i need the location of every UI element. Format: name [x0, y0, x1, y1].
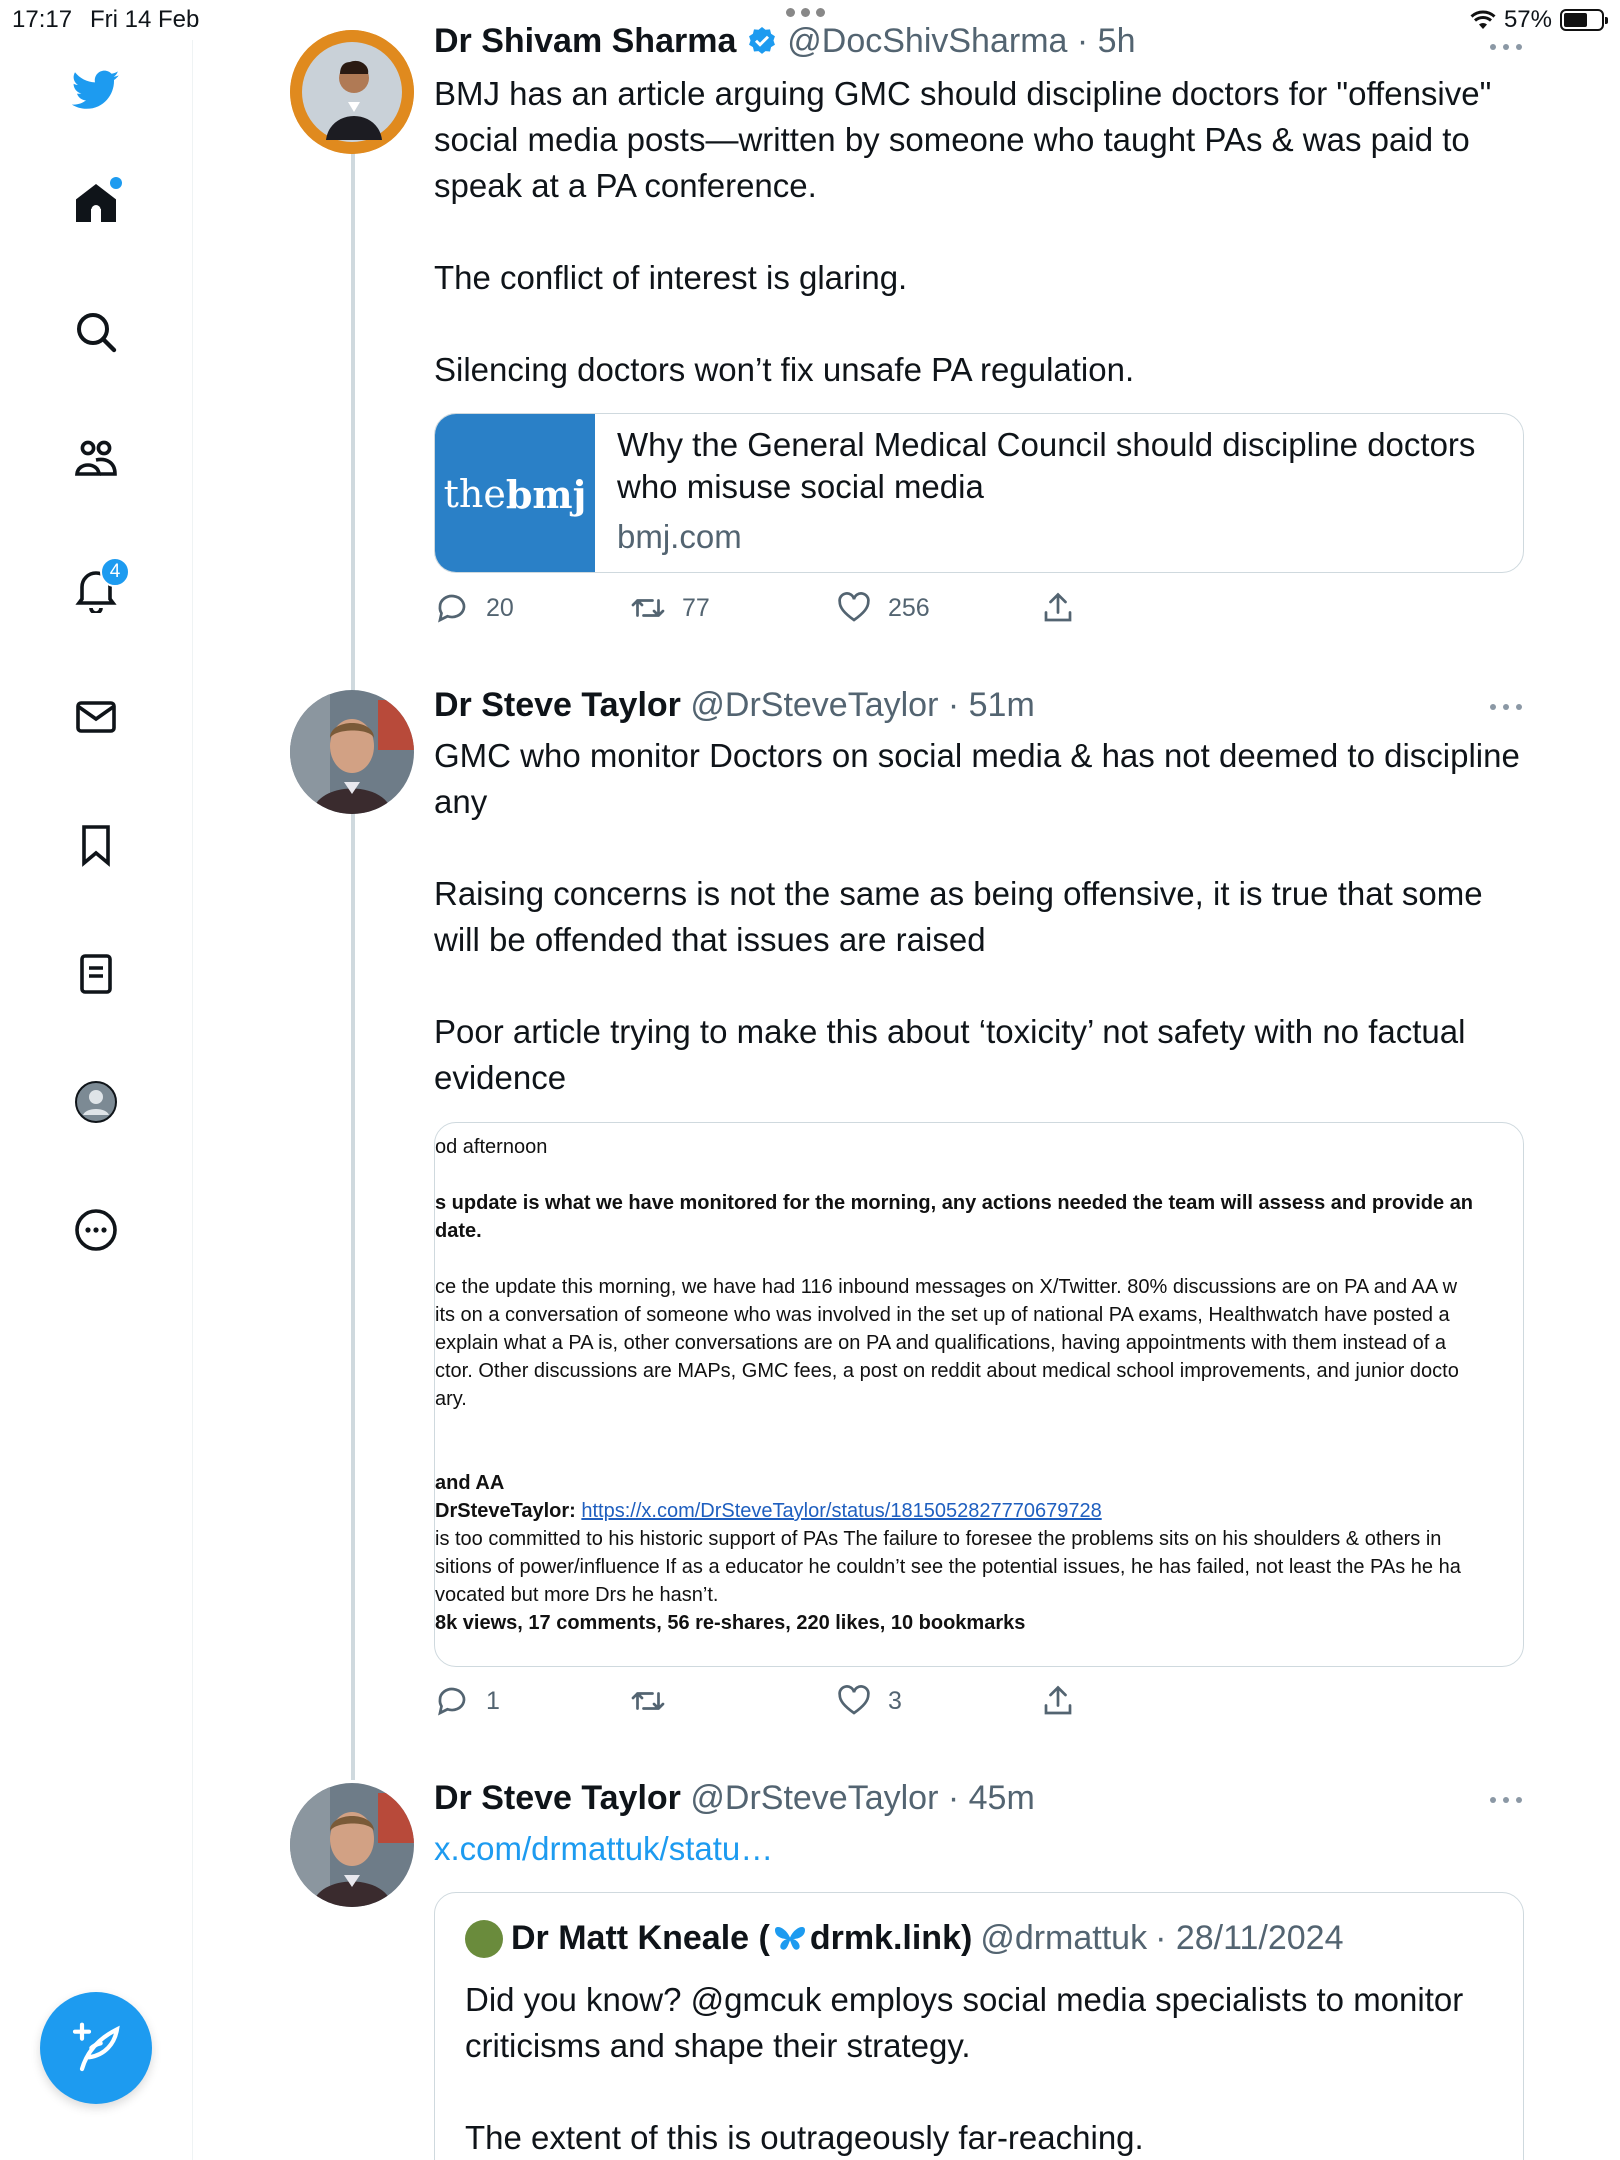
- battery-percent: 57%: [1503, 6, 1552, 33]
- reply-count: 1: [486, 1686, 500, 1715]
- avatar[interactable]: [290, 690, 414, 814]
- tweet-more-icon[interactable]: [1488, 702, 1524, 712]
- tweet-paragraph: Poor article trying to make this about ‘toxicity’ not safety with no factual evidence: [434, 1013, 1466, 1096]
- bmj-logo: the bmj: [435, 414, 595, 573]
- reply-icon: [434, 590, 470, 626]
- tweet-image-email-screenshot[interactable]: [434, 1122, 1524, 1667]
- home-unread-dot: [110, 177, 122, 189]
- heart-icon: [836, 590, 872, 626]
- status-right: [1470, 6, 1604, 34]
- share-button[interactable]: [1040, 1683, 1076, 1719]
- link-card-domain: bmj.com: [617, 518, 742, 555]
- tweet-time[interactable]: · 51m: [947, 686, 1035, 724]
- more-options-icon[interactable]: [64, 1198, 128, 1262]
- tweet-more-icon[interactable]: [1488, 1795, 1524, 1805]
- tweet-paragraph: Raising concerns is not the same as being offensive, it is true that some will be offended that issues are raised: [434, 875, 1483, 958]
- heart-icon: [836, 1683, 872, 1719]
- status-date: Fri 14 Feb: [90, 6, 200, 33]
- notifications-badge: 4: [100, 557, 130, 587]
- messages-icon[interactable]: [64, 685, 128, 749]
- email-document-text: od afternoon s update is what we have monitored for the morning, any actions needed the team will assess and provide an date. ce the update this morning, we have had 116 inbound messages on X/Twitter. 80% discussions are on PA and AA w its on a conversation of someone who was involved in the set up of national PA exams, Healthwatch have posted a explain what a PA is, other conversations are on PA and qualifications, having appointments with them instead of a ctor. Other discussions are MAPs, GMC fees, a post on reddit about medical school improvements, and junior docto ary. and AA DrSteveTaylor: https://x.com/DrSteveTaylor/status/1815052827770679728 is too committed to his historic support of PAs The failure to foresee the problems sits on his shoulders & others in sitions of power/influence If as a educator he couldn’t see the potential issues, he has failed, not least the PAs he ha vocated but more Drs he hasn’t. 8k views, 17 comments, 56 re-shares, 220 likes, 10 bookmarks: [435, 1136, 1474, 1634]
- tweet-header: [434, 686, 1035, 725]
- share-icon: [1040, 590, 1076, 626]
- notifications-bell-icon[interactable]: [64, 557, 128, 621]
- sidebar: [0, 40, 193, 2160]
- reply-count: 20: [486, 593, 514, 622]
- author-handle[interactable]: @DocShivSharma: [787, 22, 1068, 60]
- author-name[interactable]: Dr Steve Taylor: [434, 686, 681, 724]
- tweet-text: [434, 71, 1524, 393]
- author-name[interactable]: Dr Shivam Sharma: [434, 22, 737, 60]
- reply-button[interactable]: [434, 1683, 500, 1719]
- quoted-tweet-date: · 28/11/2024: [1155, 1919, 1344, 1957]
- verified-badge-icon: [746, 25, 778, 57]
- compose-tweet-button[interactable]: [40, 1992, 152, 2104]
- reply-icon: [434, 1683, 470, 1719]
- retweet-count: 77: [682, 593, 710, 622]
- quoted-tweet-text: Did you know? @gmcuk employs social media specialists to monitor criticisms and shape their strategy. The extent of this is outrageously far-reaching.: [465, 1981, 1464, 2156]
- tweet-time[interactable]: · 5h: [1076, 22, 1136, 60]
- author-handle[interactable]: @DrSteveTaylor: [690, 1779, 939, 1817]
- like-button[interactable]: [836, 1683, 902, 1719]
- tweet-text: [434, 733, 1524, 1101]
- retweet-button[interactable]: [630, 590, 710, 626]
- retweet-icon: [630, 1683, 666, 1719]
- communities-icon[interactable]: [64, 428, 128, 492]
- profile-avatar-icon[interactable]: [64, 1070, 128, 1134]
- author-handle[interactable]: @DrSteveTaylor: [690, 686, 939, 724]
- quoted-author-name-link: drmk.link): [809, 1919, 973, 1957]
- share-icon: [1040, 1683, 1076, 1719]
- tweet-paragraph: The conflict of interest is glaring.: [434, 259, 908, 296]
- retweet-icon: [630, 590, 666, 626]
- reply-button[interactable]: [434, 590, 514, 626]
- avatar[interactable]: [290, 30, 414, 154]
- status-time: 17:17: [12, 6, 73, 33]
- search-icon[interactable]: [64, 300, 128, 364]
- link-card-title: Why the General Medical Council should discipline doctors who misuse social media: [617, 426, 1476, 505]
- tweet-time[interactable]: · 45m: [947, 1779, 1035, 1817]
- tweet-header: [434, 22, 1135, 61]
- tweet-text: [434, 1826, 1524, 1872]
- quoted-author-handle: @drmattuk: [980, 1919, 1148, 1957]
- like-button[interactable]: [836, 590, 930, 626]
- avatar[interactable]: [290, 1783, 414, 1907]
- home-icon[interactable]: [64, 171, 128, 235]
- tweet-more-icon[interactable]: [1488, 42, 1524, 52]
- tweet-paragraph: GMC who monitor Doctors on social media & has not deemed to discipline any: [434, 737, 1520, 820]
- lists-icon[interactable]: [64, 942, 128, 1006]
- multitasking-dots-icon[interactable]: [786, 8, 825, 17]
- tweet-paragraph: Silencing doctors won’t fix unsafe PA regulation.: [434, 351, 1135, 388]
- like-count: 3: [888, 1686, 902, 1715]
- compose-feather-icon: [68, 2020, 124, 2076]
- quoted-tweet-header: [465, 1919, 1344, 1958]
- like-count: 256: [888, 593, 930, 622]
- wifi-icon: [1470, 9, 1496, 31]
- share-button[interactable]: [1040, 590, 1076, 626]
- author-name[interactable]: Dr Steve Taylor: [434, 1779, 681, 1817]
- thread-connector-line: [351, 150, 355, 1780]
- retweet-button[interactable]: [630, 1683, 682, 1719]
- twitter-logo-icon[interactable]: [64, 58, 128, 122]
- quoted-tweet[interactable]: [434, 1892, 1524, 2160]
- battery-icon: [1560, 9, 1604, 31]
- quoted-author-name: Dr Matt Kneale (: [511, 1919, 770, 1957]
- quoted-avatar[interactable]: [465, 1920, 503, 1958]
- butterfly-icon: [772, 1923, 808, 1955]
- tweet-paragraph: BMJ has an article arguing GMC should discipline doctors for "offensive" social media posts—written by someone who taught PAs & was paid to speak at a PA conference.: [434, 75, 1492, 204]
- tweet-link[interactable]: x.com/drmattuk/statu…: [434, 1830, 774, 1867]
- tweet-header: [434, 1779, 1035, 1818]
- link-preview-card[interactable]: [434, 413, 1524, 573]
- bookmarks-icon[interactable]: [64, 813, 128, 877]
